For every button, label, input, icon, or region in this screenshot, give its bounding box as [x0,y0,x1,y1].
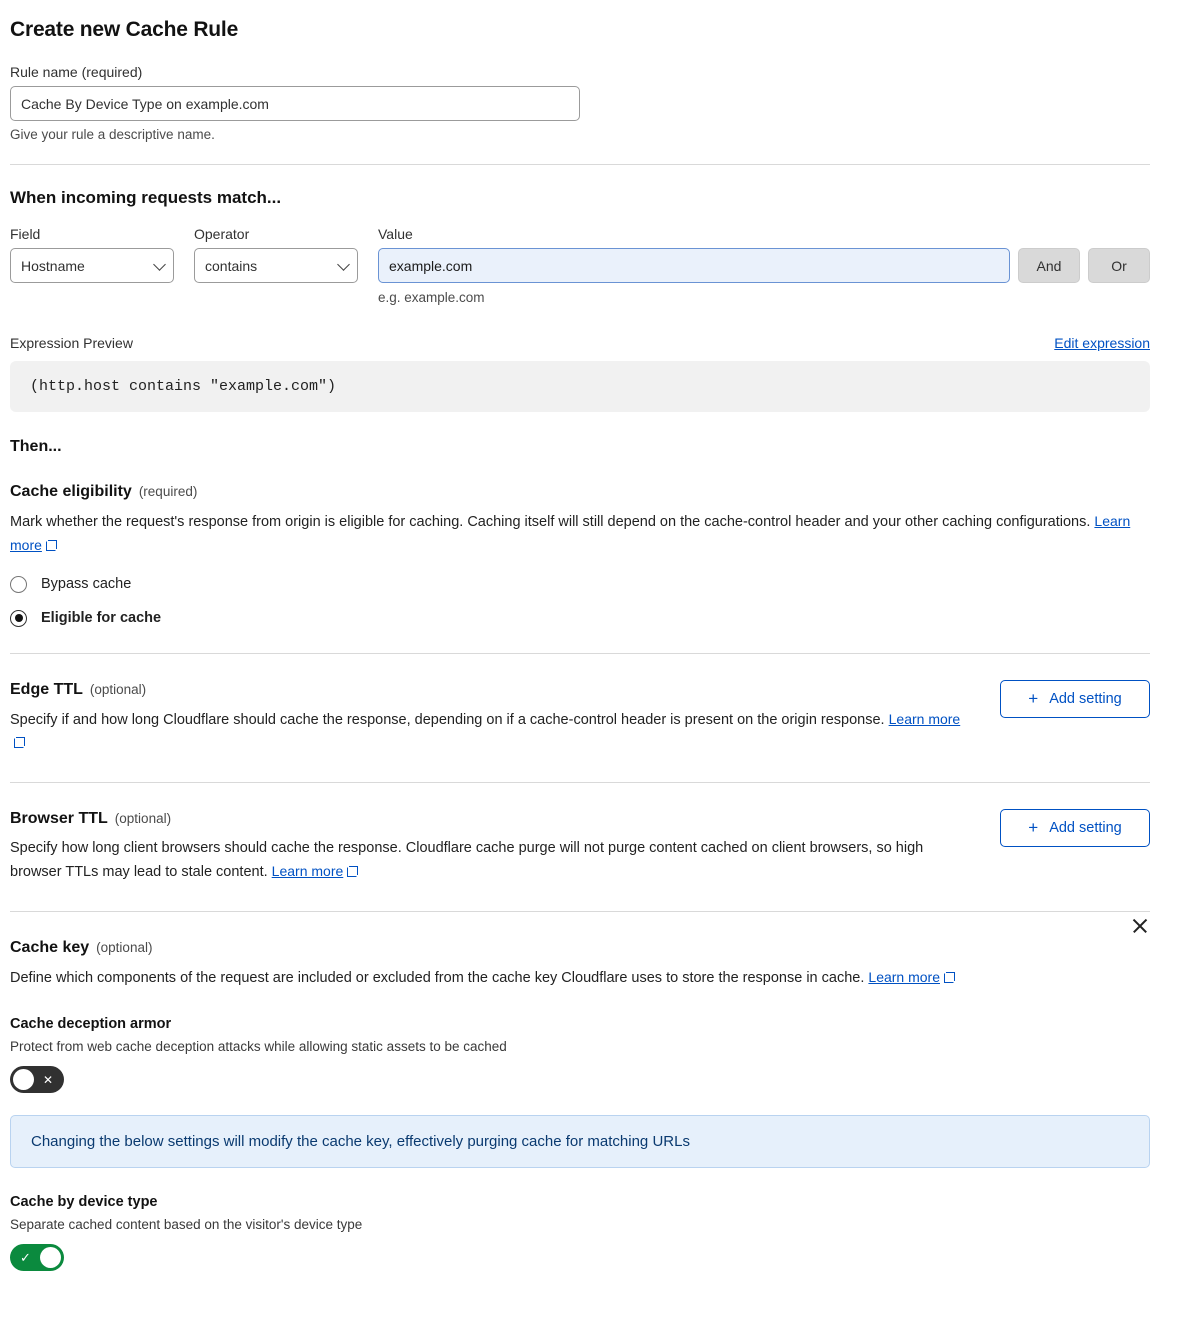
radio-bypass-cache[interactable] [10,576,1150,593]
browser-ttl-add-setting-button[interactable] [1000,809,1150,847]
cache-deception-armor-title: Cache deception armor [10,1016,172,1033]
cache-deception-armor-toggle[interactable] [10,1066,64,1093]
browser-ttl-add-setting-label: Add setting [1049,819,1122,836]
external-link-icon [46,540,57,551]
edge-ttl-left [10,654,970,756]
plus-icon: + [1028,818,1039,838]
rule-name-helper: Give your rule a descriptive name. [10,127,215,142]
cache-key-description [10,966,955,990]
toggle-off-icon: ✕ [42,1073,53,1088]
match-heading: When incoming requests match... [10,188,282,207]
external-link-icon [944,972,955,983]
cache-key-notice: Changing the below settings will modify the cache key, effectively purging cache for matching URLs [10,1115,1150,1168]
radio-icon [10,576,27,593]
value-label: Value [378,226,413,242]
edge-ttl-title: Edge TTL [10,680,83,698]
cache-key-description-text: Define which components of the request are included or excluded from the cache key Cloudflare uses to store the response in cache. [10,969,865,986]
browser-ttl-section [10,783,1150,885]
edge-ttl-description-text: Specify if and how long Cloudflare should cache the response, depending on if a cache-control header is present on the origin response. [10,711,885,728]
page-title: Create new Cache Rule [10,18,239,41]
cache-by-device-type-description: Separate cached content based on the visitor's device type [10,1217,363,1233]
external-link-icon [14,737,25,748]
chevron-down-icon [337,258,350,271]
radio-selected-icon [10,610,27,627]
edge-ttl-add-setting-label: Add setting [1049,690,1122,707]
close-icon[interactable] [1130,916,1150,936]
edit-expression-link[interactable]: Edit expression [1054,335,1150,351]
expression-header [10,335,1150,351]
edge-ttl-heading [10,681,970,699]
external-link-icon [347,866,358,877]
value-column [378,226,1010,305]
or-button[interactable]: Or [1088,248,1150,283]
edge-ttl-section [10,654,1150,756]
cache-key-optional-tag: (optional) [96,939,153,955]
browser-ttl-learn-more-link[interactable]: Learn more [271,863,344,880]
cache-key-heading [10,939,955,957]
toggle-on-icon: ✓ [20,1250,31,1266]
cache-eligibility-required-tag: (required) [138,484,198,499]
cache-key-left [10,912,955,990]
cache-key-learn-more-link[interactable]: Learn more [868,968,940,985]
radio-eligible-for-cache-label: Eligible for cache [41,610,162,627]
then-heading: Then... [10,438,62,455]
plus-icon: + [1028,689,1039,709]
cache-eligibility-learn-more-link[interactable]: Learn more [10,513,1131,554]
operator-column [194,226,358,283]
rule-name-group [10,64,1150,142]
cache-eligibility-description [10,510,1140,559]
divider-1 [10,164,1150,165]
and-button[interactable]: And [1018,248,1080,283]
chevron-down-icon [153,258,166,271]
toggle-knob [13,1069,34,1090]
value-input[interactable] [378,248,1010,283]
cache-key-section [10,912,1150,990]
radio-bypass-cache-label: Bypass cache [41,576,132,593]
radio-eligible-for-cache[interactable] [10,610,1150,627]
operator-select-value: contains [205,257,258,274]
rule-name-input[interactable] [10,86,580,121]
toggle-knob [40,1247,61,1268]
browser-ttl-description-text: Specify how long client browsers should cache the response. Cloudflare cache purge will not purge content cached on client browsers, so high browser TTLs may lead to stale content. [10,839,924,881]
match-row [10,226,1150,305]
logic-button-group [1018,226,1150,283]
cache-eligibility-heading [10,483,1150,501]
edge-ttl-learn-more-link[interactable]: Learn more [888,710,961,727]
field-select[interactable] [10,248,174,283]
browser-ttl-title: Browser TTL [10,809,108,827]
cache-eligibility-title: Cache eligibility [10,483,132,500]
browser-ttl-description [10,837,970,885]
cache-key-title: Cache key [10,938,90,956]
expression-preview-box: (http.host contains "example.com") [10,361,1150,412]
edge-ttl-description [10,708,970,756]
operator-label: Operator [194,226,250,242]
rule-name-label: Rule name (required) [10,64,143,80]
cache-deception-armor-description: Protect from web cache deception attacks while allowing static assets to be cached [10,1039,507,1055]
cache-by-device-type-toggle[interactable] [10,1244,64,1271]
field-label: Field [10,226,41,242]
cache-eligibility-description-text: Mark whether the request's response from origin is eligible for caching. Caching itself will still depend on the cache-control header and your other caching configurations. [10,514,1091,530]
operator-select[interactable] [194,248,358,283]
browser-ttl-heading [10,810,970,828]
browser-ttl-left [10,783,970,885]
value-hint: e.g. example.com [378,290,485,305]
edge-ttl-optional-tag: (optional) [89,681,147,697]
field-select-value: Hostname [21,257,85,274]
browser-ttl-optional-tag: (optional) [114,810,172,826]
expression-preview-label: Expression Preview [10,335,133,351]
edge-ttl-add-setting-button[interactable] [1000,680,1150,718]
field-column [10,226,174,283]
cache-by-device-type-title: Cache by device type [10,1194,158,1211]
